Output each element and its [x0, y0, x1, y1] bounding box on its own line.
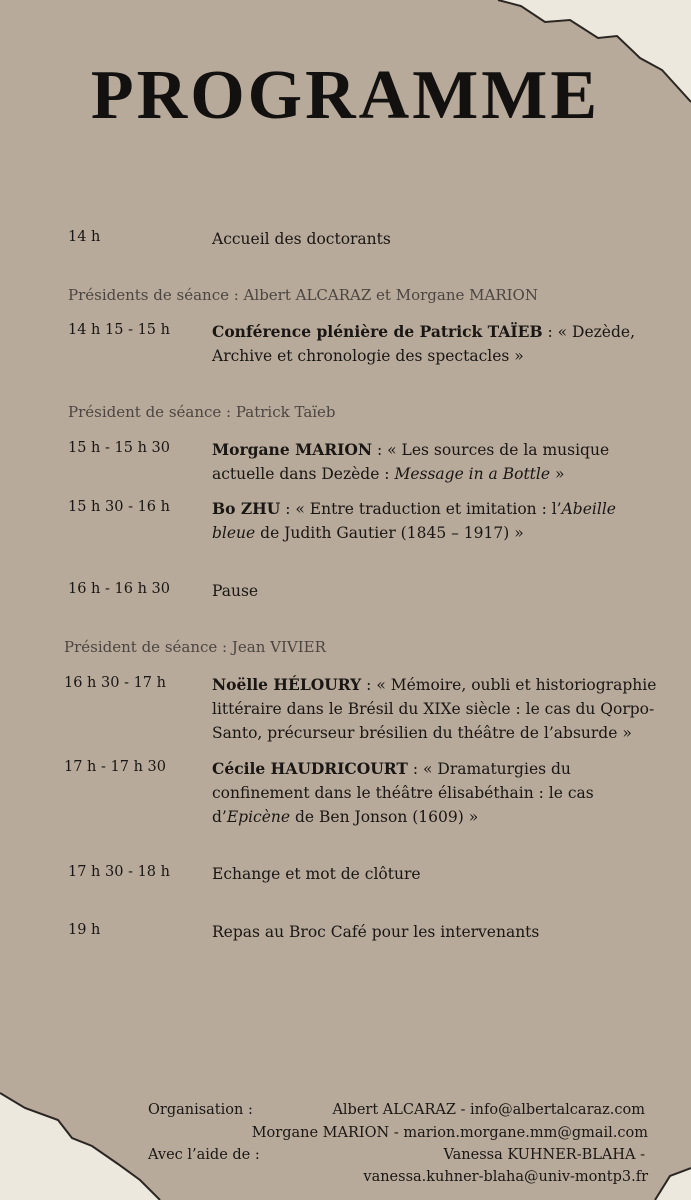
- speaker-name: Cécile HAUDRICOURT: [212, 759, 408, 778]
- talk-title: : « Entre traduction et imitation : l’: [280, 500, 562, 518]
- talk-title: : « Les sources de la musique actuelle dans Dezède :: [212, 441, 610, 483]
- time-heloury: 16 h 30 - 17 h: [64, 675, 166, 691]
- item-haudricourt: [212, 757, 662, 829]
- organiser-marion: Morgane MARION - marion.morgane.mm@gmail.com: [251, 1125, 648, 1141]
- item-conference: [212, 320, 662, 368]
- item-zhu: [212, 497, 662, 545]
- time-conference: 14 h 15 - 15 h: [68, 322, 170, 338]
- speaker-name: Conférence plénière de Patrick TAÏEB: [212, 322, 543, 341]
- item-accueil: Accueil des doctorants: [212, 230, 391, 248]
- time-marion: 15 h - 15 h 30: [68, 440, 170, 456]
- time-zhu: 15 h 30 - 16 h: [68, 499, 170, 515]
- talk-title-end: de Ben Jonson (1609) »: [290, 808, 479, 826]
- page-title: PROGRAMME: [90, 57, 601, 134]
- speaker-name: Morgane MARION: [212, 440, 373, 459]
- talk-title: : « Dramaturgies du confinement dans le théâtre élisabéthain : le cas d’: [212, 760, 594, 826]
- talk-title: : « Dezède, Archive et chronologie des spectacles »: [212, 323, 635, 365]
- item-repas: Repas au Broc Café pour les intervenants: [212, 923, 540, 941]
- talk-title-italic: Abeille bleue: [212, 500, 616, 542]
- organisation-label: Organisation :: [148, 1102, 253, 1118]
- time-haudricourt: 17 h - 17 h 30: [64, 759, 166, 775]
- speaker-name: Noëlle HÉLOURY: [212, 675, 362, 694]
- time-cloture: 17 h 30 - 18 h: [68, 864, 170, 880]
- help-label: Avec l’aide de :: [148, 1147, 260, 1163]
- session-chair-1: Présidents de séance : Albert ALCARAZ et Morgane MARION: [68, 286, 538, 304]
- talk-title: : « Mémoire, oubli et historiographie littéraire dans le Brésil du XIXe siècle : le cas du Qorpo-Santo, précurseur brésilien du théâtre de l’absurde »: [212, 676, 657, 742]
- item-pause: Pause: [212, 582, 259, 600]
- organiser-alcaraz: Albert ALCARAZ - info@albertalcaraz.com: [332, 1102, 645, 1118]
- item-heloury: [212, 673, 662, 745]
- time-repas: 19 h: [68, 922, 101, 938]
- session-chair-3: Président de séance : Jean VIVIER: [64, 638, 326, 656]
- speaker-name: Bo ZHU: [212, 499, 281, 518]
- item-cloture: Echange et mot de clôture: [212, 865, 421, 883]
- talk-title-italic: Message in a Bottle: [394, 465, 551, 483]
- helper-name: Vanessa KUHNER-BLAHA -: [443, 1147, 645, 1163]
- item-marion: [212, 438, 662, 486]
- time-accueil: 14 h: [68, 229, 101, 245]
- time-pause: 16 h - 16 h 30: [68, 581, 170, 597]
- talk-title-italic: Epicène: [226, 808, 291, 826]
- talk-title-end: de Judith Gautier (1845 – 1917) »: [255, 524, 524, 542]
- talk-title-end: »: [550, 465, 565, 483]
- helper-email: vanessa.kuhner-blaha@univ-montp3.fr: [363, 1169, 648, 1185]
- session-chair-2: Président de séance : Patrick Taïeb: [68, 403, 336, 421]
